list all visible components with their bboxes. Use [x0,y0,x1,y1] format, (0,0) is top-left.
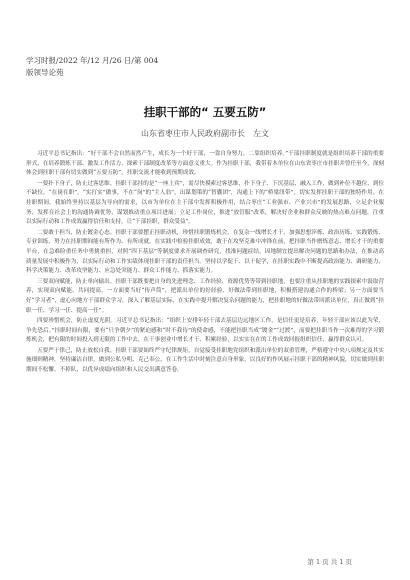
body-paragraph-3: 二要敢于担当，防止镀金心态。挂职干部要摆正挂职动机，珍惜挂职锻炼机会，在复杂一线增长才干，加强思想淬炼、政治历练、实践锻炼、专业训练，努力在挂职期间能有所作为、有所成就。在实践中检验挂职成效，敢于在攻坚克难中冲锋在前，把挂职当作磨炼意志、增长才干的重要平台，在急难险重任务中勇挑重担，对照“四下基层”等制度要求开展调查研究，找准问题症结，因地制宜提出解决问题的思路和办法，在推动高质量发展中积极作为，以实际行动和工作实绩体现挂职干部的责任担当。坚持以学促干、以干促学，在挂职实践中不断提高政治能力、调研能力、科学决策能力、改革攻坚能力、应急处突能力、群众工作能力、抓落实能力。 [26,229,385,275]
page-number: 第 1 页 共 1 页 [307,558,352,566]
article-body [26,150,384,376]
publication-line-1: 学习时报/2022 年/12 月/26 日/第 004 [26,56,159,65]
body-paragraph-2: 一要扑下身子，防止过客思维。挂职干部挂的是“一座上宾”，需尽快摸索过客思维，扑下身子、下沉基层、融入工作，做到补位不越位、到位不缺位，“在岗在职”，“实打实”做事，不在“岗”的“主人翁”，出谋划策的“智囊团”，沟通上下的“桥梁纽带”，切实发挥挂职干部的独特作用。在挂职期间，我始终坚持以基层为导向的需求，以市为单位在主干部中发挥积极作用，结合枣庄“工业强市、产业兴市”的发展思路，立足企业服务、发挥在社会上的沟通协调优势，谋划推动重点项目进展；立足工作岗位，推进“放管服”改革，解决好企业和群众反映的热点难点问题，注重以实际行动和工作成效赢得信任和支持，让“干部挂职，群众受益”。 [26,180,384,226]
publication-meta [26,55,158,79]
publication-line-2: 版领导论苑 [26,68,64,77]
article-byline: 山东省枣庄市人民政府副市长 左文 [141,129,269,138]
body-paragraph-5: 四要珍惜机会，防止虚度光阴。习近平总书记指出：“组织上安排年轻干部去基层边远地区工作，是信任更是培养，年轻干部应该以此为荣，争先恐后。”挂职时间有限，要有“只争朝夕”的紧迫感和“时不我待”的使命感，不能把挂职当成“镀金”“过渡”，而要把挂职当作一次难得的学习锻炼机会，把有限的时间投入到无限的工作中去，在干事创业中增长才干、积累经验，以实实在在的工作成效回报组织信任、赢得群众认可。 [26,318,384,344]
body-paragraph-1: 习近平总书记指出：“好干部不会自然而然产生，成长为一个好干部，一靠自身努力，二靠组织培养。”干部挂职制度就是组织培养干部的重要形式，在培养锻炼干部、激发工作活力、探索干部制度改革等方面意义重大。作为挂职干部，我带着本单位在山东省枣庄市挂职并曾任至今，深刻体会到挂职干部有切实做到“五要五防”，挂职交流才能收到预期成效。 [26,151,385,177]
body-paragraph-6: 五要严于律己，防止放松自我。挂职干部要始终严守纪律规矩，自觉接受挂职地党组织和派出单位的双重管理，严格遵守中央八项规定及其实施细则精神，坚持廉洁自律，做到公私分明、克己奉公，在工作生活中时刻注意自身形象，以良好的作风展示挂职干部的精神风貌，切实做到挂职期间不松懈、不掉队，以优异成绩向组织和人民交出满意答卷。 [26,347,385,374]
body-paragraph-4: 三要双向赋能，防止单向输出。挂职干部既要把自身的先进理念、工作经验、资源优势等带到挂职地，也要注重从挂职地的实践探索中汲取营养，实现双向赋能、共同提高。一方面要当好“传声筒”，把派出单位的好经验、好做法带到挂职地，积极搭建沟通合作的桥梁；另一方面要当好“学习者”，虚心向地方干部群众学习，深入了解基层实际，在实践中提升解决复杂问题的能力，把挂职地的好做法带回派出单位，真正做到“挂职一任、学习一任、提高一任”。 [26,278,384,314]
article-title: 挂职干部的“ 五要五防” [143,105,267,119]
